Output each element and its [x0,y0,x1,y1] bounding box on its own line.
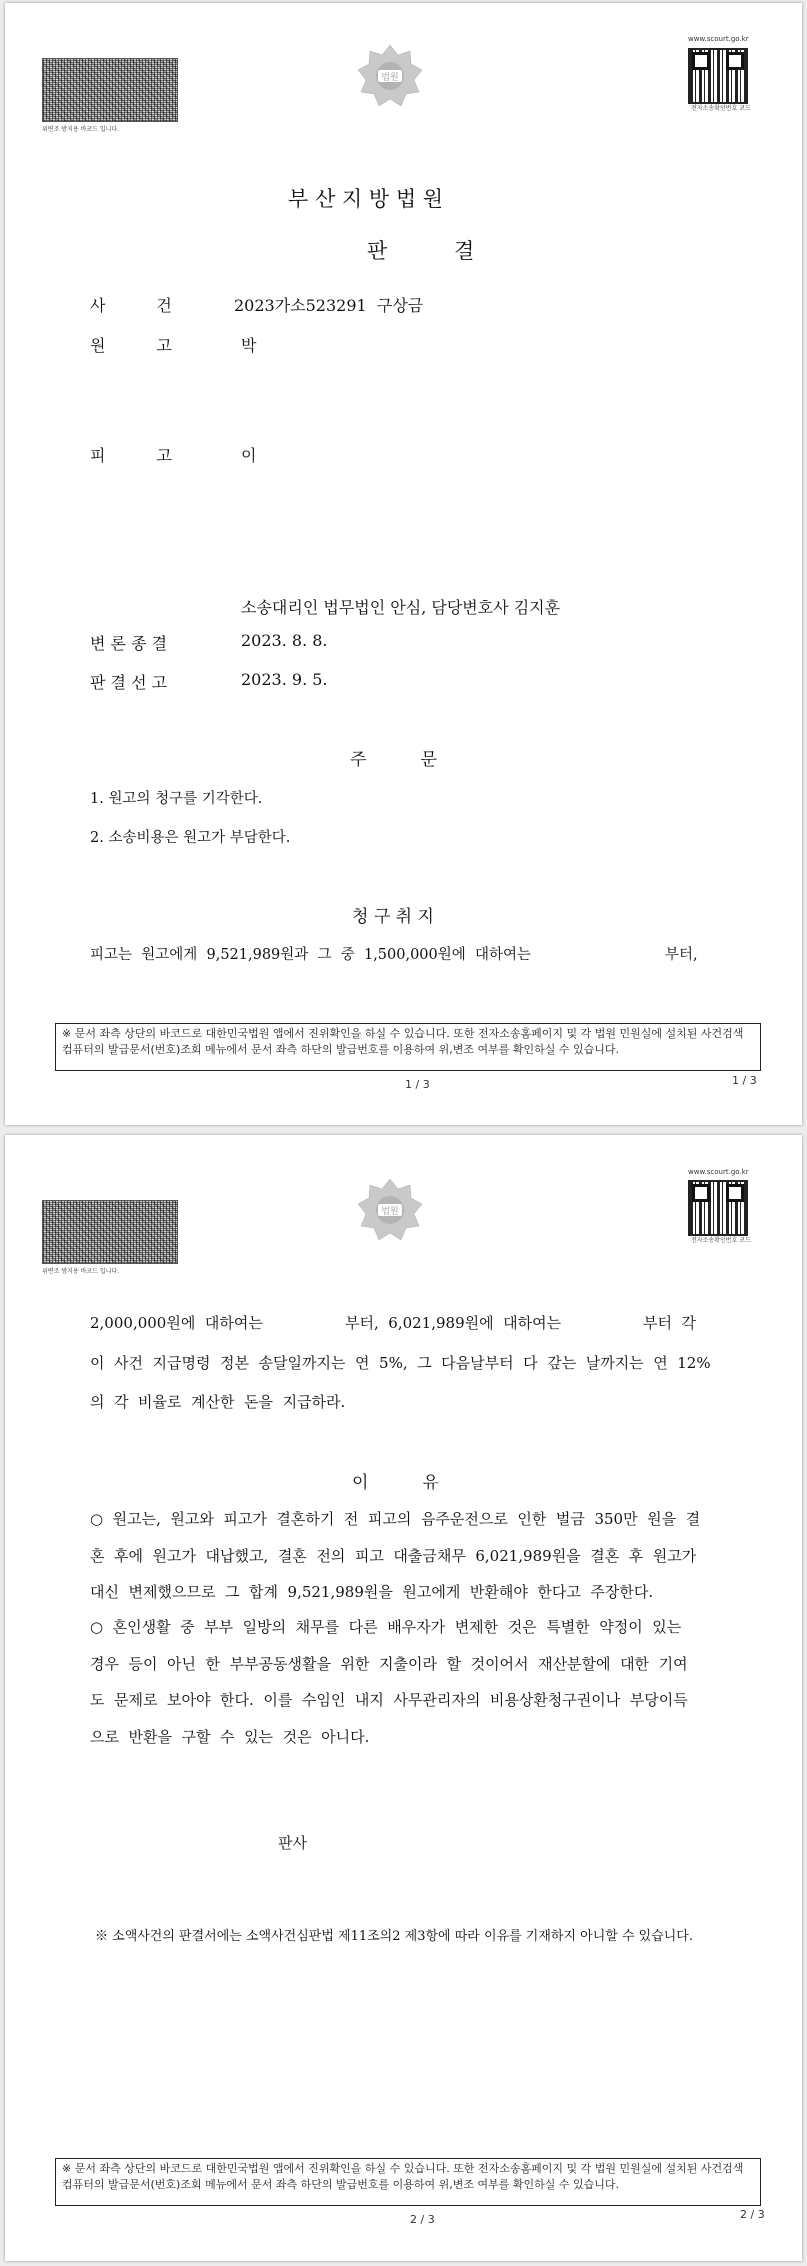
verification-footer: ※ 문서 좌측 상단의 바코드로 대한민국법원 앱에서 진위확인을 하실 수 있습니다. 또한 전자소송홈페이지 및 각 법원 민원실에 설치된 사건검색 컴퓨터의 발급문서(번호)조회 메뉴에서 문서 좌측 하단의 발급번호를 이용하여 위,변조 여부를 확인하실 수 있습니다. [55,2158,761,2206]
claim-line-1b: 부터, [665,947,698,963]
qr-note: 전자소송확인번호 코드 [691,1237,751,1244]
ruling-label: 판 결 선 고 [90,673,168,692]
defendant-label: 피 고 [90,446,172,465]
emblem-label: 법원 [381,73,399,83]
barcode-note: 위변조 방지용 바코드 입니다. [42,1268,120,1275]
judgment-page-2 [5,1135,802,2261]
page-number-right: 2 / 3 [740,2208,765,2221]
order-item-1: 1. 원고의 청구를 기각한다. [90,791,263,807]
reason-title: 이 유 [352,1473,439,1493]
case-label: 사 건 [90,296,172,315]
small-claims-note: ※ 소액사건의 판결서에는 소액사건심판법 제11조의2 제3항에 따라 이유를 기재하지 아니할 수 있습니다. [95,1929,693,1944]
claim-title: 청 구 취 지 [352,907,434,927]
reason-line: 경우 등이 아닌 한 부부공동생활을 위한 지출이라 할 것이어서 재산분할에 대한 기여 [90,1655,688,1673]
body-line-1b: 부터, 6,021,989원에 대하여는 [345,1314,562,1332]
closing-label: 변 론 종 결 [90,634,168,653]
closing-date: 2023. 8. 8. [241,631,328,650]
page-number-center: 1 / 3 [405,1078,430,1091]
page-number-center: 2 / 3 [410,2213,435,2226]
reason-line: ○ 혼인생활 중 부부 일방의 채무를 다른 배우자가 변제한 것은 특별한 약정이 있는 [90,1618,682,1636]
reason-line: 도 문제로 보아야 한다. 이를 수임인 내지 사무관리자의 비용상환청구권이나 부당이득 [90,1691,688,1709]
qr-code [688,48,748,104]
body-line-1c: 부터 각 [643,1314,697,1332]
barcode-note: 위변조 방지용 바코드 입니다. [42,126,120,133]
page-number-right: 1 / 3 [732,1074,757,1087]
body-line-3: 의 각 비율로 계산한 돈을 지급하라. [90,1393,346,1411]
verification-barcode [42,1200,178,1264]
verification-footer: ※ 문서 좌측 상단의 바코드로 대한민국법원 앱에서 진위확인을 하실 수 있습니다. 또한 전자소송홈페이지 및 각 법원 민원실에 설치된 사건검색 컴퓨터의 발급문서(번호)조회 메뉴에서 문서 좌측 하단의 발급번호를 이용하여 위,변조 여부를 확인하실 수 있습니다. [55,1023,761,1071]
counsel: 소송대리인 법무법인 안심, 담당변호사 김지훈 [241,598,561,617]
judge-label: 판사 [278,1834,307,1852]
plaintiff-value: 박 [241,336,257,355]
body-line-1a: 2,000,000원에 대하여는 [90,1314,263,1332]
judgment-page-1 [5,3,802,1125]
defendant-value: 이 [241,446,257,465]
reason-line: 으로 반환을 구할 수 있는 것은 아니다. [90,1728,370,1746]
emblem-label: 법원 [381,1207,399,1217]
qr-url: www.scourt.go.kr [688,1168,749,1176]
reason-line: ○ 원고는, 원고와 피고가 결혼하기 전 피고의 음주운전으로 인한 벌금 350만 원을 결 [90,1510,701,1528]
court-name: 부 산 지 방 법 원 [288,187,444,211]
reason-line: 대신 변제했으므로 그 합계 9,521,989원을 원고에게 반환해야 한다고 주장한다. [90,1583,654,1601]
order-title: 주 문 [350,750,437,770]
court-emblem-icon [355,1175,425,1245]
court-emblem-icon [355,41,425,111]
qr-code [688,1180,748,1236]
claim-line-1a: 피고는 원고에게 9,521,989원과 그 중 1,500,000원에 대하여는 [90,947,532,963]
case-value: 2023가소523291 구상금 [234,296,424,315]
verification-barcode [42,58,178,122]
qr-url: www.scourt.go.kr [688,35,749,43]
qr-note: 전자소송확인번호 코드 [691,105,751,112]
document-type: 판 결 [367,239,475,263]
plaintiff-label: 원 고 [90,336,172,355]
body-line-2: 이 사건 지급명령 정본 송달일까지는 연 5%, 그 다음날부터 다 갚는 날까지는 연 12% [90,1354,711,1372]
order-item-2: 2. 소송비용은 원고가 부담한다. [90,830,291,846]
ruling-date: 2023. 9. 5. [241,670,328,689]
reason-line: 혼 후에 원고가 대납했고, 결혼 전의 피고 대출금채무 6,021,989원을 결혼 후 원고가 [90,1547,697,1565]
